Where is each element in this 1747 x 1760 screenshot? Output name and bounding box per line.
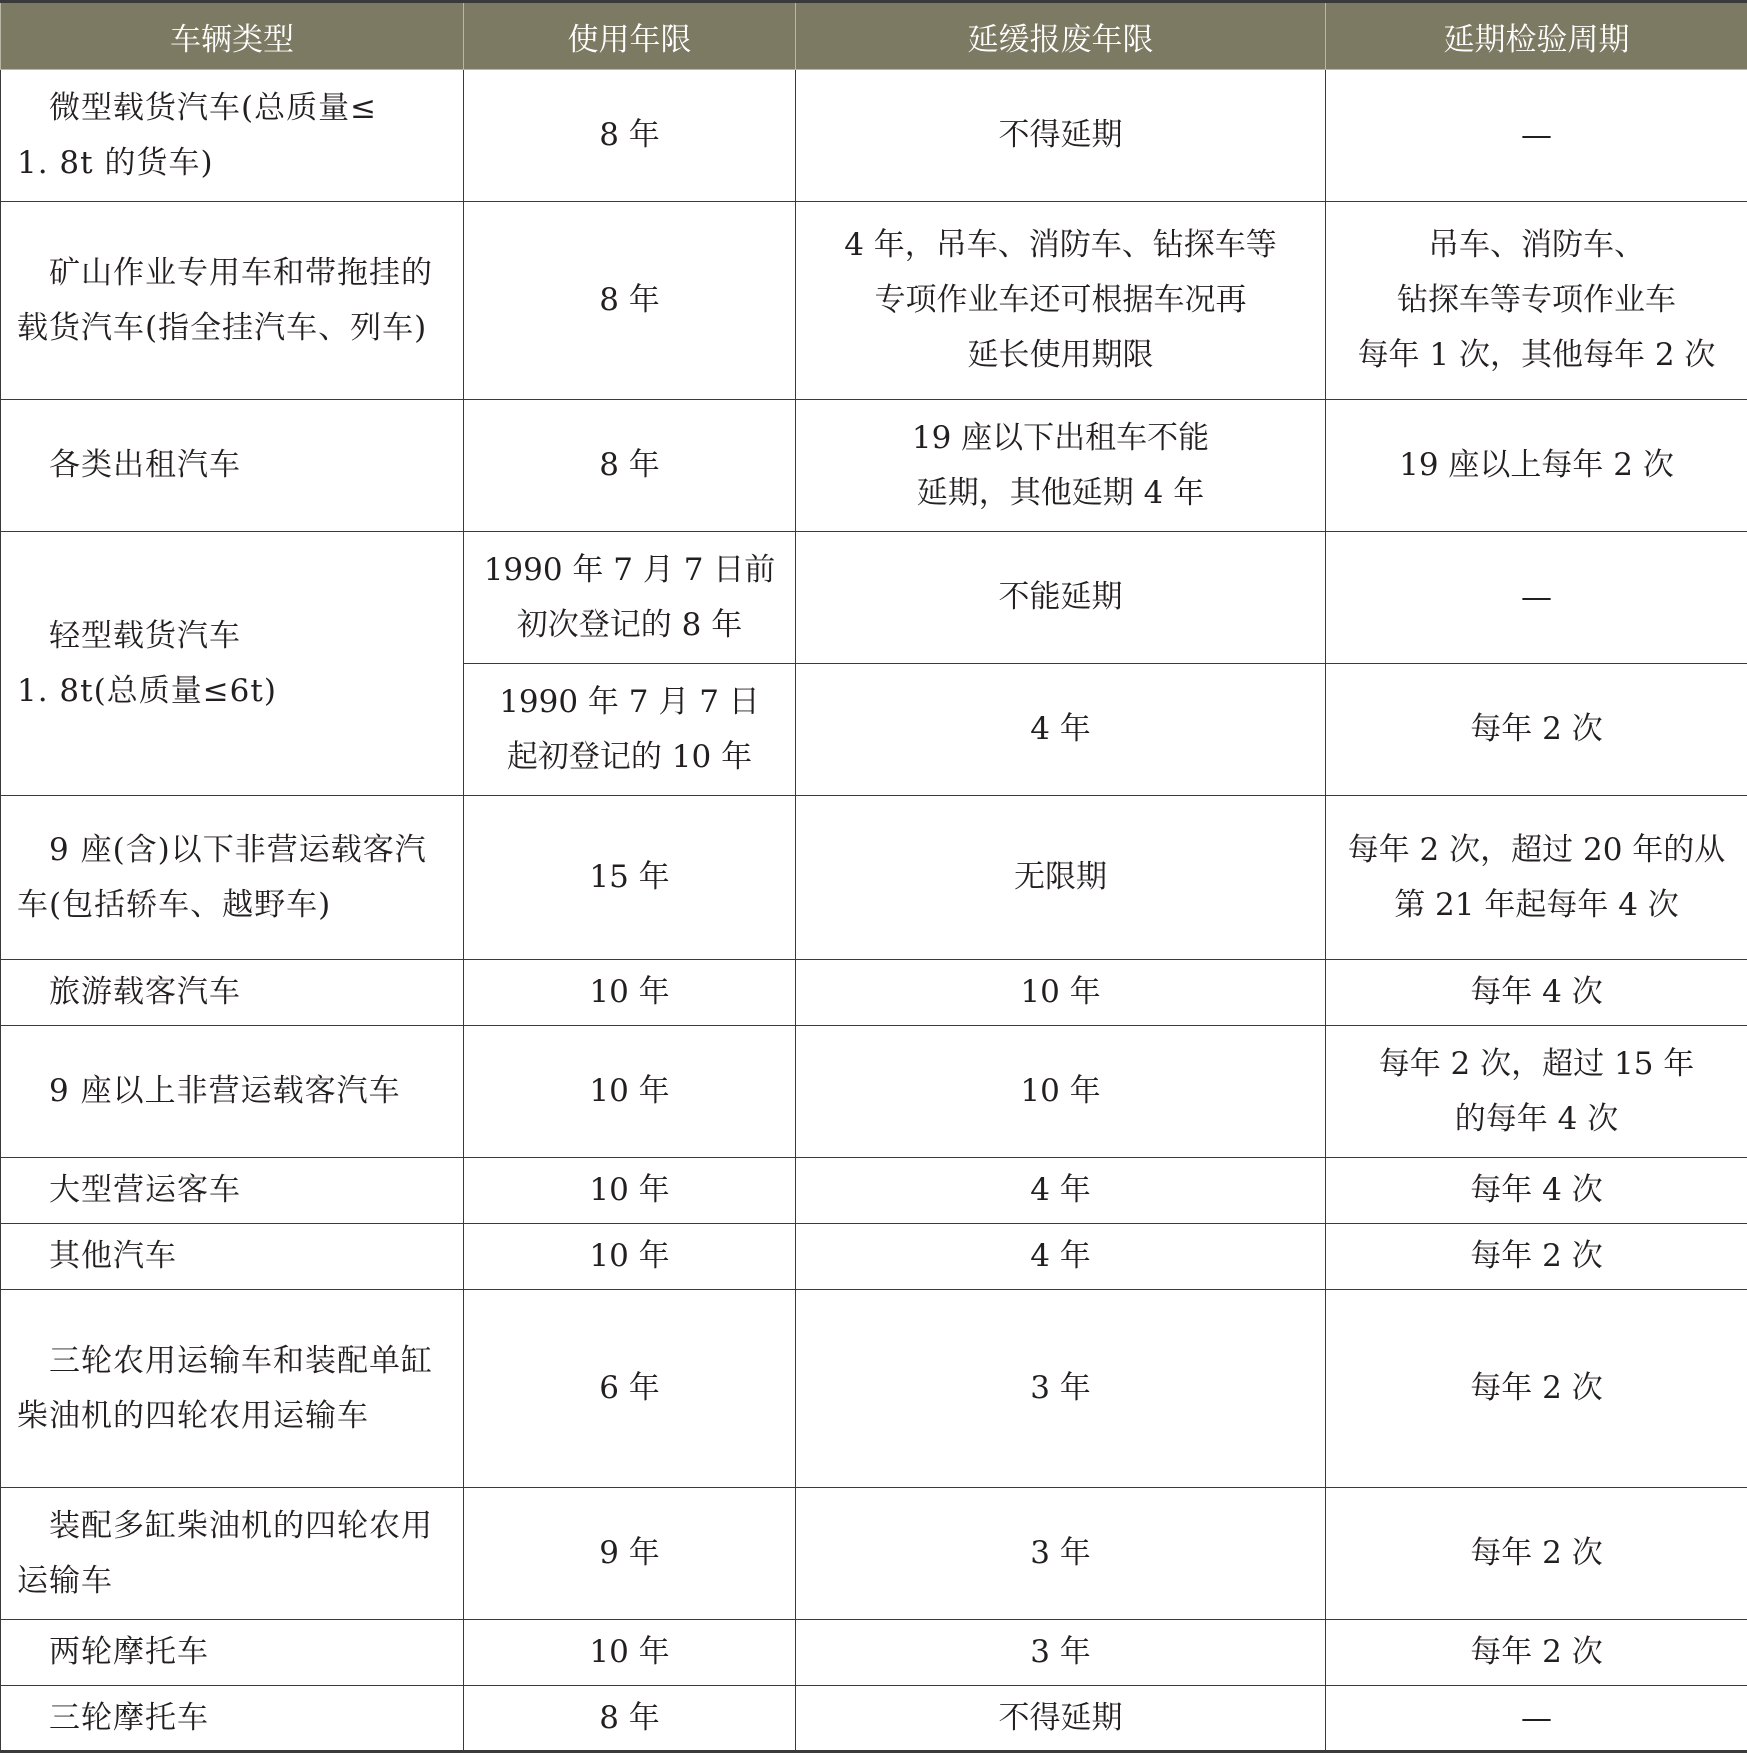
vehicle-type-line: 轻型载货汽车 [49, 617, 241, 654]
extension-line: 4 年 [1030, 711, 1091, 747]
table-row [1, 1158, 1747, 1224]
vehicle-type-line: 1. 8t 的货车) [17, 144, 214, 181]
inspection-line: 每年 2 次 [1470, 711, 1603, 747]
inspection-line: 钻探车等专项作业车 [1397, 282, 1676, 318]
vehicle-type-cell: 各类出租汽车 [1, 400, 464, 532]
table-row [1, 1686, 1747, 1752]
vehicle-type-line: 载货汽车(指全挂汽车、列车) [17, 309, 428, 346]
extension-period-cell: 4 年 [796, 1224, 1326, 1290]
service-life-cell: 8 年 [464, 202, 796, 400]
inspection-line: 每年 2 次，超过 15 年 [1378, 1045, 1695, 1082]
service-life-cell: 10 年 [464, 1158, 796, 1224]
inspection-line: 每年 1 次，其他每年 2 次 [1357, 337, 1716, 373]
service-life-cell: 8 年 [464, 1686, 796, 1752]
service-life-cell: 10 年 [464, 960, 796, 1026]
header-service-life: 使用年限 [464, 2, 796, 70]
service-life-cell: 10 年 [464, 1224, 796, 1290]
extension-period-cell [796, 796, 1326, 960]
extension-line: 无限期 [1014, 859, 1107, 895]
vehicle-type-cell [1, 202, 464, 400]
extension-line: 不能延期 [998, 579, 1123, 615]
inspection-cycle-cell [1326, 532, 1747, 664]
vehicle-type-line: 9 座(含)以下非营运载客汽 [49, 831, 427, 868]
vehicle-type-cell [1, 70, 464, 202]
extension-line: 19 座以下出租车不能 [911, 419, 1210, 456]
service-life-cell: 10 年 [464, 1620, 796, 1686]
table-row [1, 1224, 1747, 1290]
vehicle-type-cell: 大型营运客车 [1, 1158, 464, 1224]
inspection-line: 每年 2 次，超过 20 年的从 [1347, 831, 1726, 868]
table-row [1, 960, 1747, 1026]
extension-period-cell: 4 年 [796, 1158, 1326, 1224]
extension-period-cell [796, 70, 1326, 202]
extension-period-cell: 3 年 [796, 1290, 1326, 1488]
extension-period-cell [796, 532, 1326, 664]
table-row [1, 1290, 1747, 1488]
inspection-cycle-cell: — [1326, 1686, 1747, 1752]
vehicle-type-line: 矿山作业专用车和带拖挂的 [49, 254, 433, 291]
service-line: 初次登记的 8 年 [516, 606, 743, 643]
vehicle-type-cell: 两轮摩托车 [1, 1620, 464, 1686]
inspection-cycle-cell [1326, 202, 1747, 400]
vehicle-type-line: 运输车 [17, 1562, 113, 1599]
extension-line: 延长使用期限 [967, 337, 1154, 373]
vehicle-type-cell [1, 1488, 464, 1620]
service-life-cell [464, 664, 796, 796]
vehicle-type-cell: 三轮摩托车 [1, 1686, 464, 1752]
header-vehicle-type: 车辆类型 [1, 2, 464, 70]
extension-period-cell: 10 年 [796, 960, 1326, 1026]
inspection-cycle-cell [1326, 70, 1747, 202]
vehicle-type-line: 1. 8t(总质量≤6t) [17, 672, 277, 709]
header-extension-period: 延缓报废年限 [796, 2, 1326, 70]
extension-period-cell [796, 664, 1326, 796]
extension-period-cell: 10 年 [796, 1026, 1326, 1158]
inspection-cycle-cell: 每年 2 次 [1326, 1488, 1747, 1620]
table-row [1, 1026, 1747, 1158]
inspection-cycle-cell [1326, 1026, 1747, 1158]
service-line: 1990 年 7 月 7 日前 [483, 551, 776, 588]
inspection-line: 吊车、消防车、 [1428, 227, 1645, 263]
service-life-cell [464, 532, 796, 664]
extension-line: 4 年，吊车、消防车、钻探车等 [844, 227, 1277, 263]
service-life-cell: 6 年 [464, 1290, 796, 1488]
table-row [1, 1488, 1747, 1620]
inspection-cycle-cell: 每年 2 次 [1326, 1224, 1747, 1290]
vehicle-type-line: 柴油机的四轮农用运输车 [17, 1397, 369, 1434]
extension-line: 延期，其他延期 4 年 [916, 474, 1205, 511]
vehicle-type-cell: 9 座以上非营运载客汽车 [1, 1026, 464, 1158]
table-row [1, 400, 1747, 532]
table-row [1, 796, 1747, 960]
inspection-line: — [1521, 117, 1552, 153]
service-life-cell: 9 年 [464, 1488, 796, 1620]
vehicle-type-line: 装配多缸柴油机的四轮农用 [49, 1507, 433, 1544]
service-line: 1990 年 7 月 7 日 [499, 683, 760, 720]
extension-line: 专项作业车还可根据车况再 [874, 282, 1247, 318]
inspection-line: 的每年 4 次 [1454, 1100, 1619, 1137]
extension-line: 不得延期 [998, 117, 1123, 153]
service-life-cell: 15 年 [464, 796, 796, 960]
vehicle-type-cell: 旅游载客汽车 [1, 960, 464, 1026]
table-row [1, 1620, 1747, 1686]
table-row [1, 70, 1747, 202]
extension-period-cell [796, 202, 1326, 400]
table-row [1, 532, 1747, 664]
inspection-cycle-cell [1326, 664, 1747, 796]
service-life-cell: 10 年 [464, 1026, 796, 1158]
inspection-cycle-cell: 每年 4 次 [1326, 1158, 1747, 1224]
vehicle-type-cell: 其他汽车 [1, 1224, 464, 1290]
inspection-line: 第 21 年起每年 4 次 [1394, 886, 1679, 923]
inspection-cycle-cell: 每年 2 次 [1326, 1290, 1747, 1488]
inspection-cycle-cell [1326, 400, 1747, 532]
service-line: 起初登记的 10 年 [506, 738, 753, 775]
extension-period-cell: 3 年 [796, 1620, 1326, 1686]
vehicle-type-line: 三轮农用运输车和装配单缸 [49, 1342, 433, 1379]
extension-period-cell: 3 年 [796, 1488, 1326, 1620]
inspection-cycle-cell: 每年 4 次 [1326, 960, 1747, 1026]
service-life-cell: 8 年 [464, 400, 796, 532]
vehicle-type-cell [1, 532, 464, 796]
inspection-line: — [1521, 579, 1552, 615]
table-row [1, 202, 1747, 400]
vehicle-type-line: 微型载货汽车(总质量≤ [49, 89, 378, 126]
inspection-line: 19 座以上每年 2 次 [1399, 447, 1674, 483]
service-life-cell: 8 年 [464, 70, 796, 202]
vehicle-type-line: 车(包括轿车、越野车) [17, 886, 332, 923]
header-row [1, 2, 1747, 70]
vehicle-type-cell [1, 796, 464, 960]
header-inspection-cycle: 延期检验周期 [1326, 2, 1747, 70]
extension-period-cell: 不得延期 [796, 1686, 1326, 1752]
extension-period-cell [796, 400, 1326, 532]
vehicle-type-cell [1, 1290, 464, 1488]
inspection-cycle-cell: 每年 2 次 [1326, 1620, 1747, 1686]
inspection-cycle-cell [1326, 796, 1747, 960]
